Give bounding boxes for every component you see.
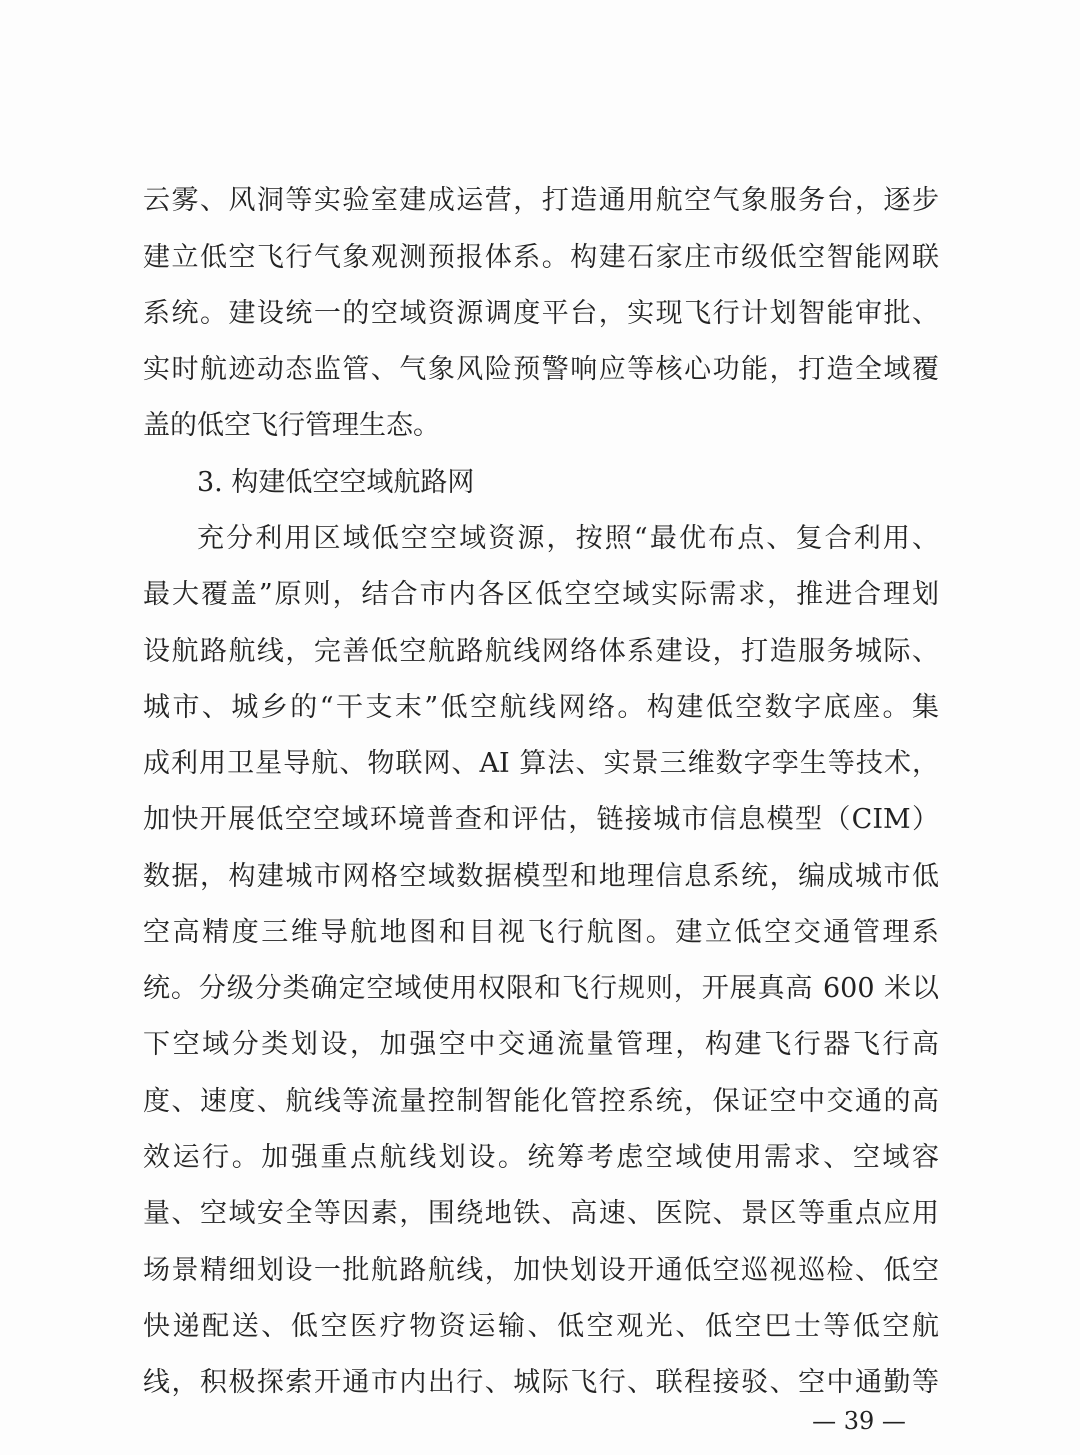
body-text-line: 下空域分类划设，加强空中交通流量管理，构建飞行器飞行高: [143, 1029, 939, 1060]
body-text-line: 度、速度、航线等流量控制智能化管控系统，保证空中交通的高: [143, 1086, 939, 1117]
body-text-line: 数据，构建城市网格空域数据模型和地理信息系统，编成城市低: [143, 861, 939, 892]
body-text-line: 城市、城乡的“干支末”低空航线网络。构建低空数字底座。集: [143, 692, 939, 723]
page-number: — 39 —: [812, 1407, 906, 1435]
body-text-line: 加快开展低空空域环境普查和评估，链接城市信息模型（CIM）: [143, 804, 939, 835]
body-text-line: 统。分级分类确定空域使用权限和飞行规则，开展真高 600 米以: [143, 973, 939, 1004]
body-text-line: 实时航迹动态监管、气象风险预警响应等核心功能，打造全域覆: [143, 354, 939, 385]
body-text-line: 盖的低空飞行管理生态。: [143, 410, 440, 441]
body-text-line: 效运行。加强重点航线划设。统筹考虑空域使用需求、空域容: [143, 1142, 939, 1173]
body-text-line: 空高精度三维导航地图和目视飞行航图。建立低空交通管理系: [143, 917, 939, 948]
body-text-line: 场景精细划设一批航路航线，加快划设开通低空巡视巡检、低空: [143, 1255, 939, 1286]
body-text-line: 设航路航线，完善低空航路航线网络体系建设，打造服务城际、: [143, 636, 939, 667]
body-text-line: 充分利用区域低空空域资源，按照“最优布点、复合利用、: [197, 523, 939, 554]
body-text-line: 快递配送、低空医疗物资运输、低空观光、低空巴士等低空航: [143, 1311, 939, 1342]
body-text-line: 建立低空飞行气象观测预报体系。构建石家庄市级低空智能网联: [143, 242, 939, 273]
body-text-line: 成利用卫星导航、物联网、AI 算法、实景三维数字孪生等技术，: [143, 748, 939, 779]
section-heading: 3. 构建低空空域航路网: [197, 467, 475, 498]
body-text-line: 云雾、风洞等实验室建成运营，打造通用航空气象服务台，逐步: [143, 185, 939, 216]
body-text-line: 系统。建设统一的空域资源调度平台，实现飞行计划智能审批、: [143, 298, 939, 329]
body-text-line: 线，积极探索开通市内出行、城际飞行、联程接驳、空中通勤等: [143, 1367, 939, 1398]
body-text-line: 最大覆盖”原则，结合市内各区低空空域实际需求，推进合理划: [143, 579, 939, 610]
body-text-line: 量、空域安全等因素，围绕地铁、高速、医院、景区等重点应用: [143, 1198, 939, 1229]
